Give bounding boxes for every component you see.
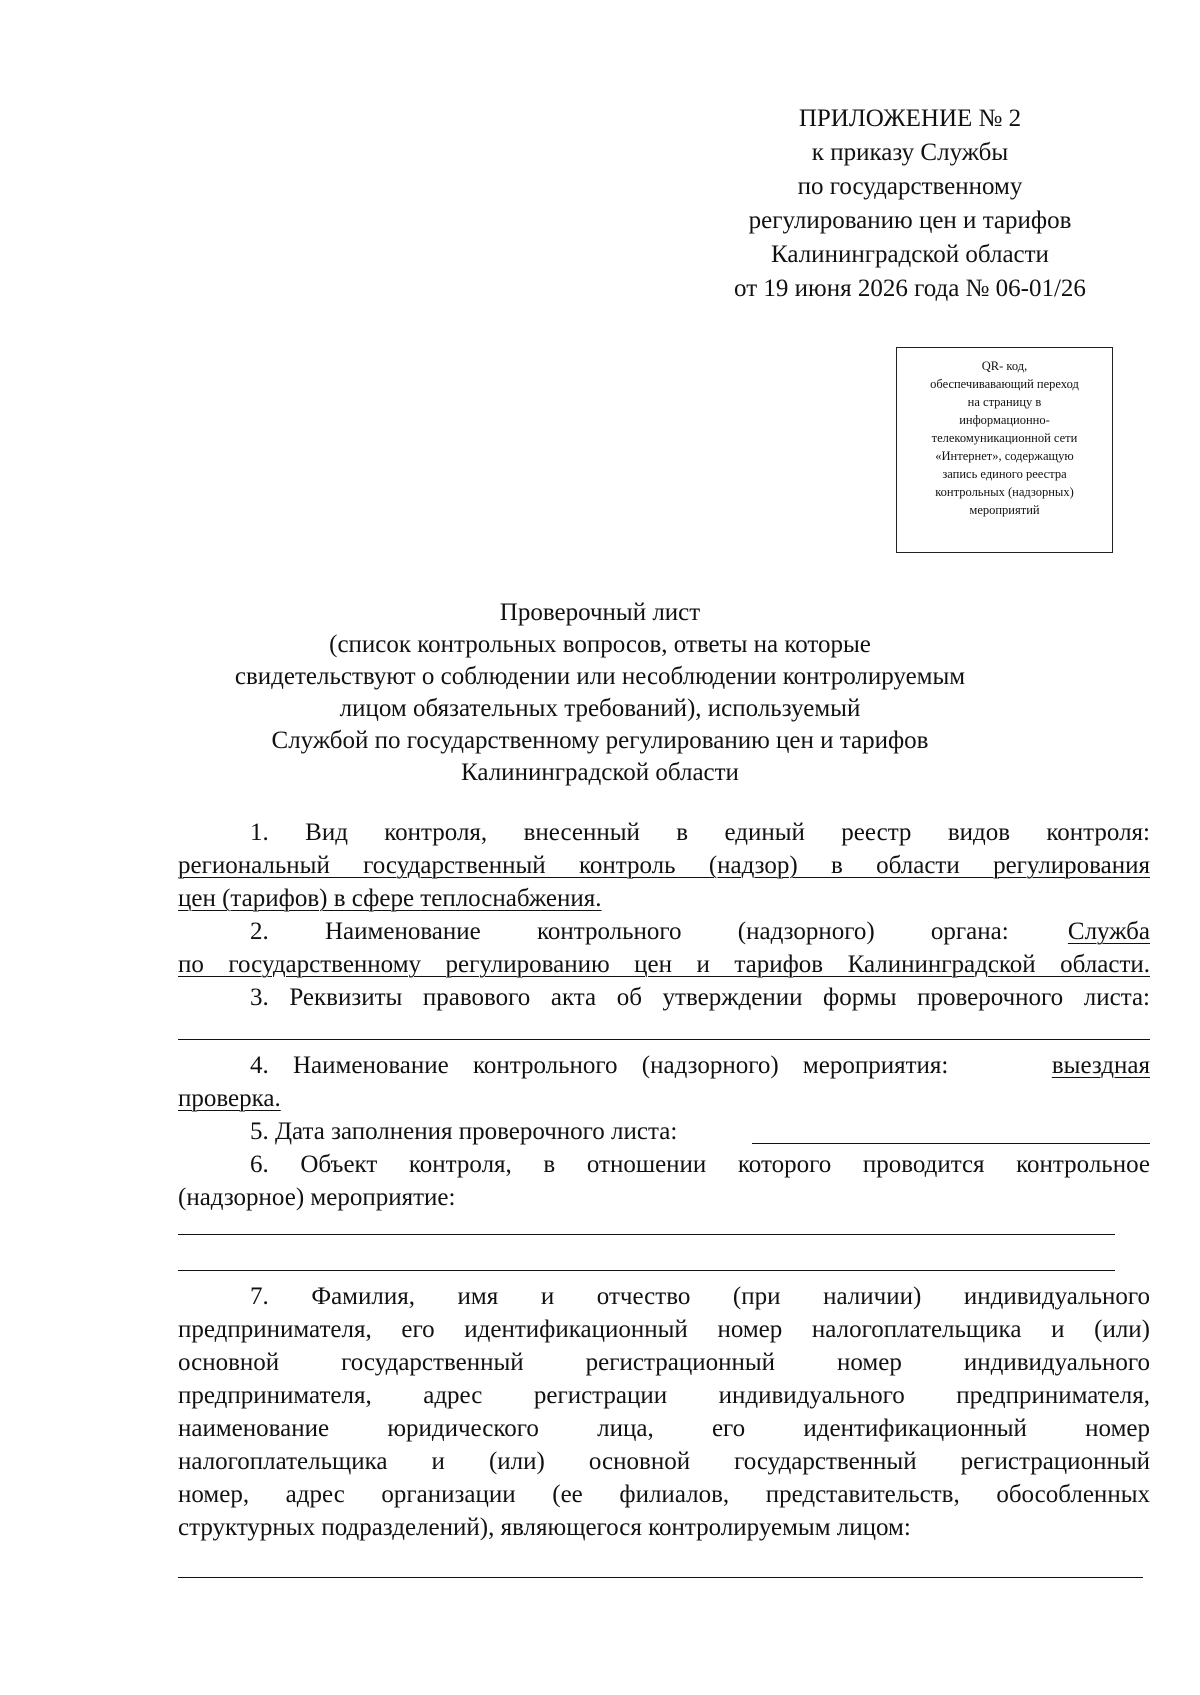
blank-line	[178, 1270, 1115, 1271]
appendix-line: регулированию цен и тарифов	[748, 207, 1072, 234]
document-title	[150, 597, 1050, 789]
item-1-line: 1. Вид контроля, внесенный в единый реестр видов контроля:	[250, 819, 1150, 846]
item-4-label: 4. Наименование контрольного (надзорного) мероприятия:	[250, 1052, 949, 1079]
title-line: Проверочный лист	[499, 599, 701, 626]
item-7-line: наименование юридического лица, его идентификационный номер	[178, 1415, 1150, 1442]
qr-code-placeholder	[896, 347, 1113, 553]
item-6-line: 6. Объект контроля, в отношении которого проводится контрольное	[250, 1151, 1150, 1178]
item-4-value: выездная	[1051, 1052, 1150, 1079]
blank-line	[178, 1577, 1143, 1578]
item-7-line: структурных подразделений), являющегося контролируемым лицом:	[178, 1514, 911, 1541]
date-blank-line	[752, 1143, 1150, 1144]
item-2-line	[250, 916, 1150, 948]
item-6-line: (надзорное) мероприятие:	[178, 1184, 456, 1211]
title-line: Калининградской области	[461, 759, 739, 786]
item-4-value: проверка.	[178, 1085, 281, 1112]
blank-line	[178, 1039, 1150, 1040]
qr-placeholder-line: на страницу в	[967, 395, 1042, 409]
qr-placeholder-line: «Интернет», содержащую	[935, 449, 1074, 463]
appendix-line: Калининградской области	[771, 241, 1049, 268]
blank-line	[178, 1234, 1115, 1235]
appendix-line: к приказу Службы	[811, 139, 1009, 166]
item-7-line: налогоплательщика и (или) основной государственный регистрационный	[178, 1448, 1150, 1475]
item-7-line: предпринимателя, адрес регистрации индивидуального предпринимателя,	[178, 1382, 1150, 1409]
item-4-line	[250, 1050, 1150, 1082]
appendix-header	[640, 102, 1180, 306]
title-line: лицом обязательных требований), используемый	[339, 695, 861, 722]
qr-placeholder-line: телекомуникационной сети	[931, 431, 1078, 445]
qr-placeholder-line: QR- код,	[981, 359, 1028, 373]
item-2-value: Служба	[1067, 918, 1150, 945]
qr-placeholder-line: обеспечивавающий переход	[930, 377, 1079, 391]
item-3-line: 3. Реквизиты правового акта об утверждении формы проверочного листа:	[250, 984, 1150, 1011]
qr-placeholder-line: контрольных (надзорных)	[935, 485, 1074, 499]
title-line: (список контрольных вопросов, ответы на которые	[329, 631, 871, 658]
item-7-line: предпринимателя, его идентификационный номер налогоплательщика и (или)	[178, 1316, 1150, 1343]
item-1-value: региональный государственный контроль (надзор) в области регулирования	[178, 852, 1150, 879]
title-line: свидетельствуют о соблюдении или несоблюдении контролируемым	[234, 663, 966, 690]
item-2-label: 2. Наименование контрольного (надзорного) органа:	[250, 918, 1009, 945]
qr-placeholder-line: информационно-	[959, 413, 1050, 427]
title-line: Службой по государственному регулированию цен и тарифов	[271, 727, 929, 754]
appendix-line: по государственному	[797, 173, 1023, 200]
item-7-line: номер, адрес организации (ее филиалов, представительств, обособленных	[178, 1481, 1150, 1508]
item-2-value: по государственному регулированию цен и тарифов Калининградской области.	[178, 951, 1150, 978]
item-5-label: 5. Дата заполнения проверочного листа:	[250, 1118, 678, 1145]
item-7-line: основной государственный регистрационный номер индивидуального	[178, 1349, 1150, 1376]
qr-placeholder-line: запись единого реестра	[942, 467, 1067, 481]
item-1-value: цен (тарифов) в сфере теплоснабжения.	[178, 885, 602, 912]
qr-placeholder-line: мероприятий	[969, 503, 1040, 517]
appendix-line: от 19 июня 2026 года № 06-01/26	[734, 275, 1086, 302]
appendix-line: ПРИЛОЖЕНИЕ № 2	[798, 105, 1022, 132]
item-7-line: 7. Фамилия, имя и отчество (при наличии) индивидуального	[250, 1283, 1150, 1310]
